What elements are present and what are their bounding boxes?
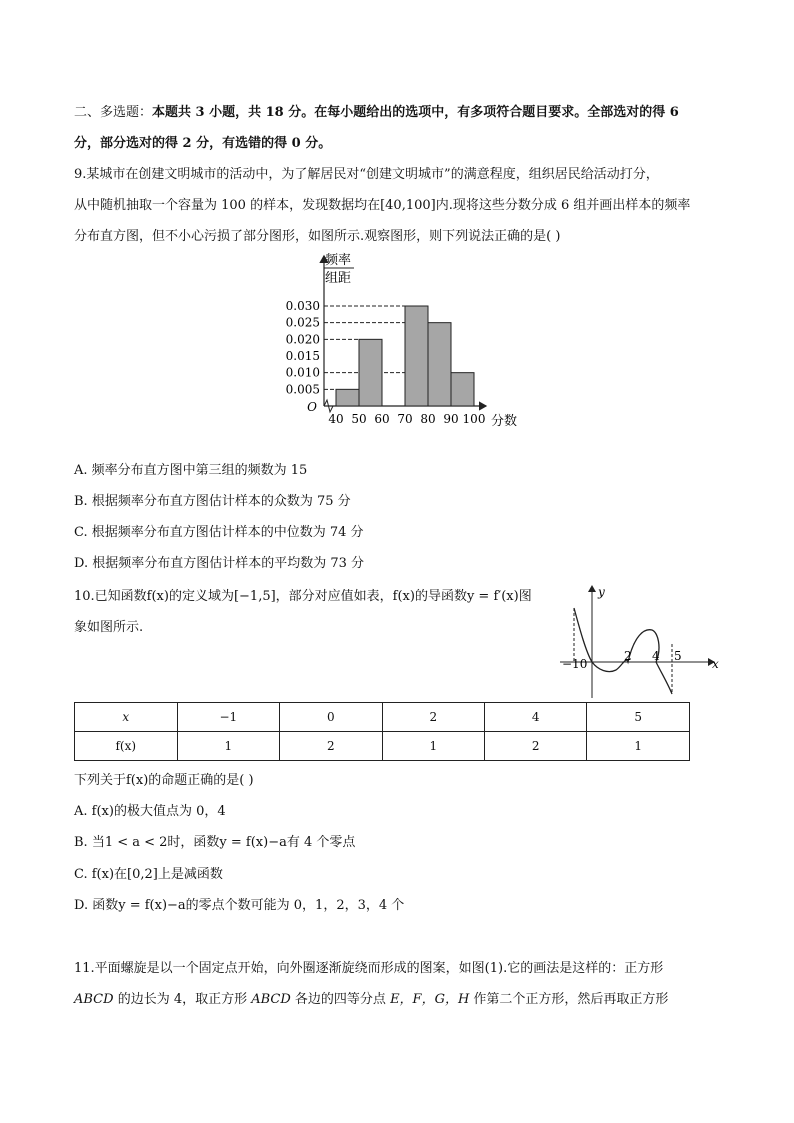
q11-points: E，F，G，H	[390, 992, 470, 1007]
histogram-bar-80-90	[428, 323, 451, 406]
histogram-bar-90-100	[451, 373, 474, 406]
q9-text-line-3: 分布直方图，但不小心污损了部分图形，如图所示.观察图形，则下列说法正确的是( )	[74, 229, 561, 244]
histogram-y-tick-label: 0.030	[285, 299, 320, 313]
table-row-x	[75, 703, 690, 732]
histogram-y-tick-label: 0.010	[285, 365, 320, 380]
histogram-y-tick-label: 0.005	[285, 382, 320, 397]
q10-text-line-1: 10.已知函数f(x)的定义域为[−1,5]，部分对应值如表，f(x)的导函数y = f′(x)图	[74, 589, 532, 604]
histogram-bar-50-60	[359, 339, 382, 406]
q9-option-a[interactable]: A. 频率分布直方图中第三组的频数为 15	[74, 463, 308, 478]
graph-label-5: 5	[674, 649, 682, 663]
section-header-label: 二、多选题：	[74, 105, 153, 120]
graph-x-label: x	[712, 657, 719, 671]
histogram-x-tick-label: 60	[374, 412, 390, 426]
table-row-fx	[75, 732, 690, 761]
derivative-graph	[556, 582, 724, 700]
histogram-x-tick-label: 80	[420, 412, 436, 426]
q9-text-line-2: 从中随机抽取一个容量为 100 的样本，发现数据均在[40,100]内.现将这些分数分成 6 组并画出样本的频率	[74, 198, 691, 213]
histogram-bar-70-80	[405, 306, 428, 406]
q11-text-line-2	[74, 991, 668, 1009]
histogram-x-tick-label: 70	[397, 412, 413, 426]
q10-option-d[interactable]: D. 函数y = f(x)−a的零点个数可能为 0，1，2，3，4 个	[74, 898, 405, 913]
table-cell: 2	[485, 732, 587, 761]
table-cell: 0	[280, 703, 382, 732]
histogram-x-tick-label: 40	[328, 412, 344, 426]
q11-text-line-1: 11.平面螺旋是以一个固定点开始，向外圈逐渐旋绕而形成的图案，如图(1).它的画法是这样的：正方形	[74, 961, 664, 976]
graph-y-label: y	[598, 585, 605, 599]
table-cell: 1	[382, 732, 484, 761]
section-header-rules: 本题共 3 小题，共 18 分。在每小题给出的选项中，有多项符合题目要求。全部选对的得 6	[152, 105, 679, 120]
table-cell: 4	[485, 703, 587, 732]
graph-label-neg1-0: −10	[562, 657, 588, 671]
q9-option-c[interactable]: C. 根据频率分布直方图估计样本的中位数为 74 分	[74, 525, 364, 540]
table-cell: 2	[382, 703, 484, 732]
table-cell: f(x)	[75, 732, 178, 761]
histogram-x-tick-label: 90	[443, 412, 459, 426]
histogram-xlabel: 分数	[490, 414, 518, 429]
table-cell: −1	[177, 703, 280, 732]
q9-text-line-1: 9.某城市在创建文明城市的活动中，为了解居民对“创建文明城市”的满意程度，组织居民给活动打分，	[74, 167, 659, 182]
graph-label-4: 4	[652, 649, 660, 663]
graph-label-2: 2	[624, 649, 632, 663]
histogram-origin-label: O	[307, 400, 317, 414]
table-cell: 1	[177, 732, 280, 761]
table-cell: 5	[587, 703, 690, 732]
histogram-x-tick-label: 100	[462, 412, 486, 426]
q10-option-b[interactable]: B. 当1 < a < 2时，函数y = f(x)−a有 4 个零点	[74, 835, 356, 850]
table-cell: 2	[280, 732, 382, 761]
histogram-y-tick-label: 0.020	[285, 332, 320, 347]
histogram-y-tick-label: 0.025	[285, 315, 320, 330]
q9-option-d[interactable]: D. 根据频率分布直方图估计样本的平均数为 73 分	[74, 556, 365, 571]
table-cell: 1	[587, 732, 690, 761]
q10-text-line-2: 象如图所示.	[74, 620, 144, 635]
q11-square-name: ABCD	[74, 992, 114, 1007]
q9-option-b[interactable]: B. 根据频率分布直方图估计样本的众数为 75 分	[74, 494, 351, 509]
histogram-ylabel-top: 频率	[325, 253, 352, 268]
table-cell: x	[75, 703, 178, 732]
frequency-histogram	[268, 248, 528, 434]
histogram-x-tick-label: 50	[351, 412, 367, 426]
value-table	[74, 702, 690, 761]
section-header-line-1	[74, 104, 679, 122]
q10-prompt: 下列关于f(x)的命题正确的是( )	[74, 773, 254, 788]
section-header-line-2: 分，部分选对的得 2 分，有选错的得 0 分。	[74, 136, 332, 151]
q10-option-a[interactable]: A. f(x)的极大值点为 0，4	[74, 804, 226, 819]
q10-option-c[interactable]: C. f(x)在[0,2]上是减函数	[74, 867, 223, 882]
histogram-y-tick-label: 0.015	[285, 349, 320, 363]
q11-text-mid: 的边长为 4，取正方形	[113, 992, 252, 1007]
q11-square-name-2: ABCD	[251, 992, 291, 1007]
q11-text-tail-1: 各边的四等分点	[290, 992, 391, 1007]
histogram-bar-40-50	[336, 389, 359, 406]
q11-text-tail-2: 作第二个正方形，然后再取正方形	[469, 992, 669, 1007]
histogram-ylabel-bottom: 组距	[325, 271, 352, 286]
